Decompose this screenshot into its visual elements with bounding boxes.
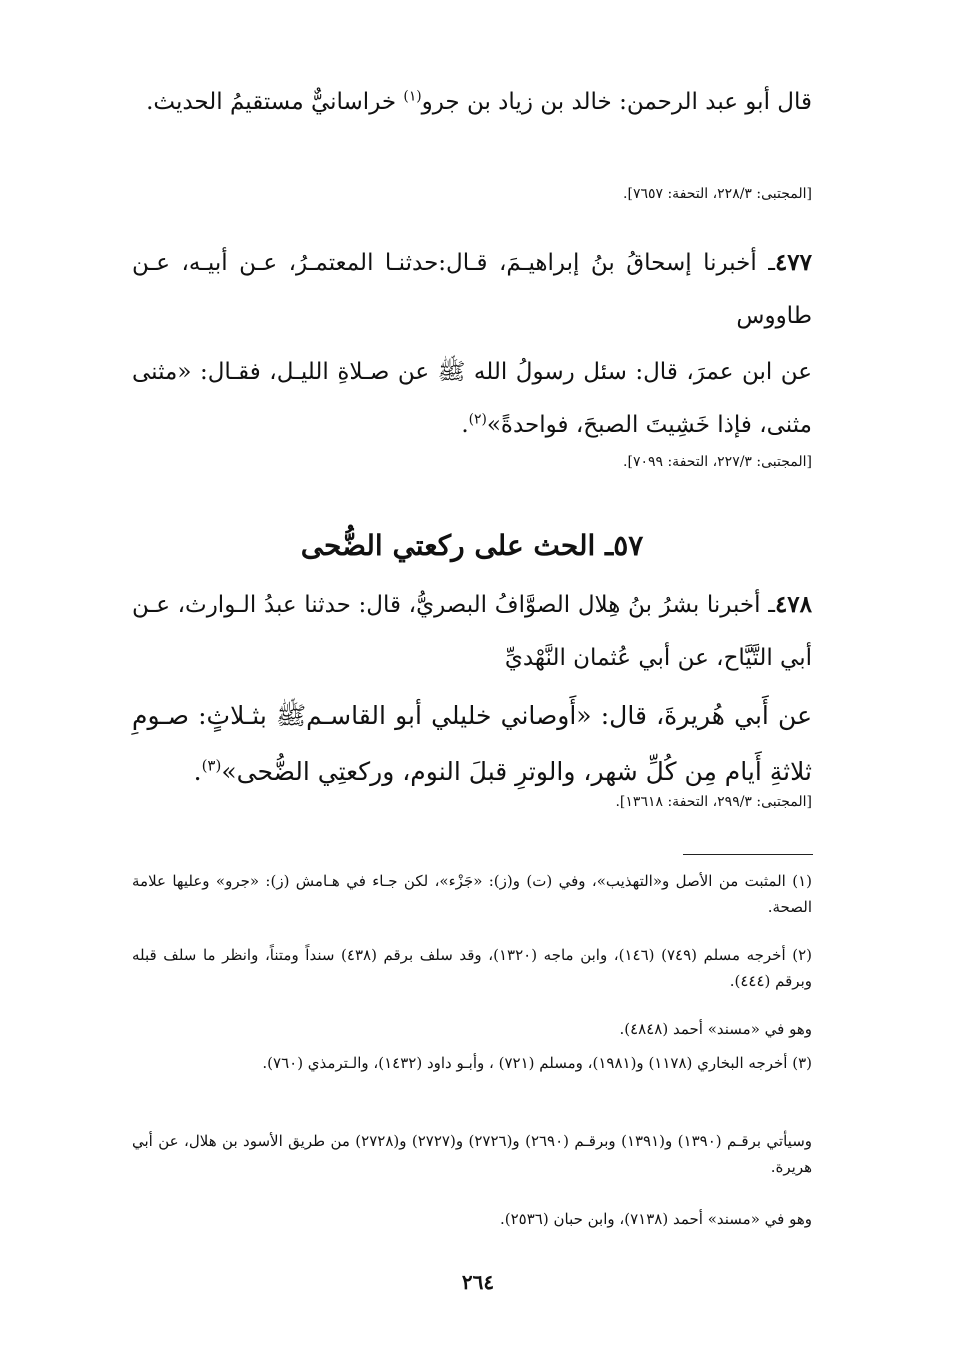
narrator-note-text: قال أبو عبد الرحمن: خالد بن زياد بن جرو (421, 89, 812, 115)
chapter-number: ٥٧ (613, 529, 644, 562)
hadith-478-matn: عن أَبي هُريرةَ، قال: «أَوصاني خليلي أبو القاسـمﷺ بثـلاثٍ: صـومِ ثلاثةِ أَيام مِن كُلِّ شهر، والوترِ قبلَ النوم، وركعتِي الضُّحى» (132, 701, 812, 786)
hadith-478-end: . (193, 757, 202, 786)
narrator-note-text-cont: خراسانيٌّ مستقيمُ الحديث. (146, 89, 404, 115)
hadith-477-end: . (461, 412, 469, 438)
footnote-3-extra-2: وهو في «مسند» أحمد (٧١٣٨)، وابن حبان (٢٥٣٦). (500, 1210, 812, 1228)
footnote-marker-2: (٢) (468, 411, 487, 428)
footnote-1: (١) المثبت من الأصل و«التهذيب»، وفي (ت) و(ز): «جَزْء»، لكن جـاء في هـامش (ز): «جرو» وعليها علامة الصحة. (132, 872, 812, 916)
reference-line-1: [المجتبى: ٢٢٨/٣، التحفة: ٧٦٥٧]. (623, 186, 812, 202)
footnote-marker-1: (١) (403, 88, 422, 105)
hadith-477-text (132, 346, 812, 452)
hadith-478-text (132, 688, 812, 800)
reference-line-477: [المجتبى: ٢٢٧/٣، التحفة: ٧٠٩٩]. (623, 454, 812, 470)
hadith-478-chain (132, 578, 812, 685)
chapter-title: ـ الحث على ركعتي الضُّحى (300, 529, 614, 562)
page-number: ٢٦٤ (461, 1270, 495, 1294)
narrator-note-paragraph (132, 76, 812, 129)
footnote-3: (٣) أخرجه البخاري (١١٧٨) و(١٩٨١)، ومسلم (٧٢١) ، وأبـو داود (١٤٣٢)، والـترمذي (٧٦٠). (262, 1054, 812, 1072)
reference-line-478: [المجتبى: ٢٩٩/٣، التحفة: ١٣٦١٨]. (615, 794, 812, 810)
footnote-marker-3: (٣) (201, 756, 222, 775)
hadith-477-matn: عن ابن عمرَ، قال: سئل رسولُ الله ﷺ عن صـلاةِ الليـل، فقـال: «مثنى مثنى، فإذا خَشِيتَ الصبحَ، فواحدةً» (132, 359, 812, 438)
hadith-number-477: ٤٧٧ (774, 249, 812, 276)
footnote-2-extra: وهو في «مسند» أحمد (٤٨٤٨). (619, 1020, 812, 1038)
hadith-number-478: ٤٧٨ (774, 591, 812, 618)
footnote-3-extra: وسيأتي برقـم (١٣٩٠) و(١٣٩١) وبرقـم (٢٦٩٠) و(٢٧٢٦) و(٢٧٢٧) و(٢٧٢٨) من طريق الأسود بن هلال، عن أبي هريرة. (132, 1132, 813, 1176)
footnote-separator (683, 854, 813, 855)
chapter-heading (132, 526, 812, 566)
hadith-477-chain (132, 236, 812, 343)
hadith-477-isnad: ـ أخبرنا إسحاقُ بنُ إبراهيـمَ، قـال:حدثنـا المعتمـرُ، عـن أبيـه، عـن طاووس (132, 250, 812, 329)
hadith-478-isnad: ـ أخبرنا بشرُ بنُ هِلال الصوَّافُ البصريُّ، قال: حدثنا عبدُ الـوارث، عـن أبي التَّيَّاح، عن أبي عُثمان النَّهْديِّ (132, 592, 812, 671)
footnote-2: (٢) أخرجه مسلم (٧٤٩) (١٤٦)، وابن ماجه (١٣٢٠)، وقد سلف برقم (٤٣٨) سنداً ومتناً، وانظر ما سلف قبله وبرقم (٤٤٤). (132, 946, 812, 990)
